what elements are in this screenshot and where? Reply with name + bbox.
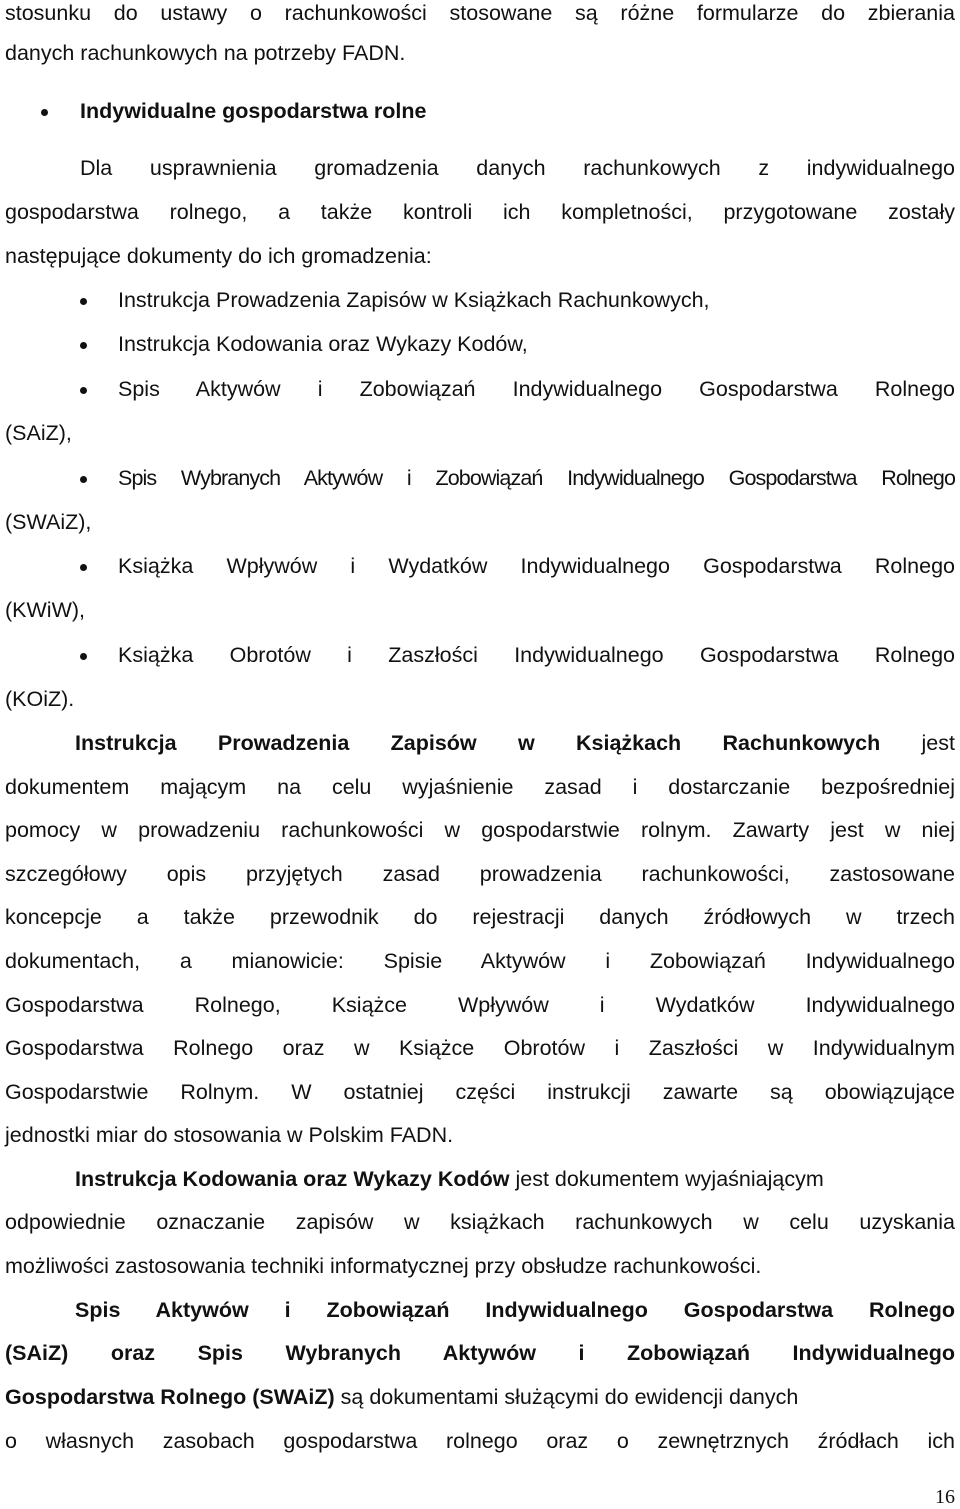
text-line: odpowiednie oznaczanie zapisów w książkach rachunkowych w celu uzyskania (5, 1210, 955, 1234)
list-item: Instrukcja Kodowania oraz Wykazy Kodów, (118, 332, 528, 356)
bold-term: Instrukcja Prowadzenia Zapisów w Książkach Rachunkowych (75, 731, 881, 755)
bullet-icon (80, 342, 87, 349)
list-item: Książka Wpływów i Wydatków Indywidualnego Gospodarstwa Rolnego (118, 554, 955, 578)
text-run: jest dokumentem wyjaśniającym (509, 1167, 824, 1191)
text-line: możliwości zastosowania techniki informatycznej przy obsłudze rachunkowości. (5, 1254, 762, 1278)
list-item-continuation: (KOiZ). (5, 687, 75, 711)
bullet-icon (80, 387, 87, 394)
bold-term: Gospodarstwa Rolnego (SWAiZ) (5, 1385, 335, 1409)
text-line: Spis Aktywów i Zobowiązań Indywidualnego Gospodarstwa Rolnego (75, 1298, 955, 1322)
list-item: Książka Obrotów i Zaszłości Indywidualnego Gospodarstwa Rolnego (118, 643, 955, 667)
list-item: Instrukcja Prowadzenia Zapisów w Książkach Rachunkowych, (118, 288, 710, 312)
page-number: 16 (935, 1486, 955, 1508)
list-item-continuation: (SAiZ), (5, 421, 72, 445)
text-line: dokumentach, a mianowicie: Spisie Aktywów i Zobowiązań Indywidualnego (5, 949, 955, 973)
text-line: Gospodarstwie Rolnym. W ostatniej części instrukcji zawarte są obowiązujące (5, 1080, 955, 1104)
text-line: (SAiZ) oraz Spis Wybranych Aktywów i Zobowiązań Indywidualnego (5, 1341, 955, 1365)
text-line (5, 1384, 955, 1410)
text-line: gospodarstwa rolnego, a także kontroli ich kompletności, przygotowane zostały (5, 200, 955, 224)
text-line: dokumentem mającym na celu wyjaśnienie zasad i dostarczanie bezpośredniej (5, 775, 955, 799)
text-line: Dla usprawnienia gromadzenia danych rachunkowych z indywidualnego (80, 156, 955, 180)
list-item-continuation: (KWiW), (5, 598, 85, 622)
text-line (75, 730, 955, 756)
text-run: jest (921, 731, 955, 755)
text-line: stosunku do ustawy o rachunkowości stosowane są różne formularze do zbierania (5, 1, 955, 25)
bullet-icon (80, 653, 87, 660)
text-line: pomocy w prowadzeniu rachunkowości w gospodarstwie rolnym. Zawarty jest w niej (5, 818, 955, 842)
list-item: Spis Wybranych Aktywów i Zobowiązań Indywidualnego Gospodarstwa Rolnego (118, 466, 955, 490)
text-line: Gospodarstwa Rolnego, Książce Wpływów i Wydatków Indywidualnego (5, 993, 955, 1017)
list-item: Spis Aktywów i Zobowiązań Indywidualnego Gospodarstwa Rolnego (118, 377, 955, 401)
text-run: są dokumentami służącymi do ewidencji danych (334, 1385, 799, 1409)
text-line: jednostki miar do stosowania w Polskim FADN. (5, 1123, 454, 1147)
text-line (75, 1166, 955, 1192)
text-line: szczegółowy opis przyjętych zasad prowadzenia rachunkowości, zastosowane (5, 862, 955, 886)
text-line: o własnych zasobach gospodarstwa rolnego oraz o zewnętrznych źródłach ich (5, 1429, 955, 1453)
bullet-icon (80, 564, 87, 571)
text-line: Gospodarstwa Rolnego oraz w Książce Obrotów i Zaszłości w Indywidualnym (5, 1036, 955, 1060)
bullet-icon (80, 476, 87, 483)
list-item-continuation: (SWAiZ), (5, 510, 92, 534)
bullet-icon (41, 109, 48, 116)
bullet-icon (80, 298, 87, 305)
text-line: następujące dokumenty do ich gromadzenia: (5, 244, 432, 268)
bold-term: Instrukcja Kodowania oraz Wykazy Kodów (75, 1167, 510, 1191)
text-line: danych rachunkowych na potrzeby FADN. (5, 41, 406, 65)
section-heading: Indywidualne gospodarstwa rolne (80, 99, 427, 123)
text-line: koncepcje a także przewodnik do rejestracji danych źródłowych w trzech (5, 905, 955, 929)
